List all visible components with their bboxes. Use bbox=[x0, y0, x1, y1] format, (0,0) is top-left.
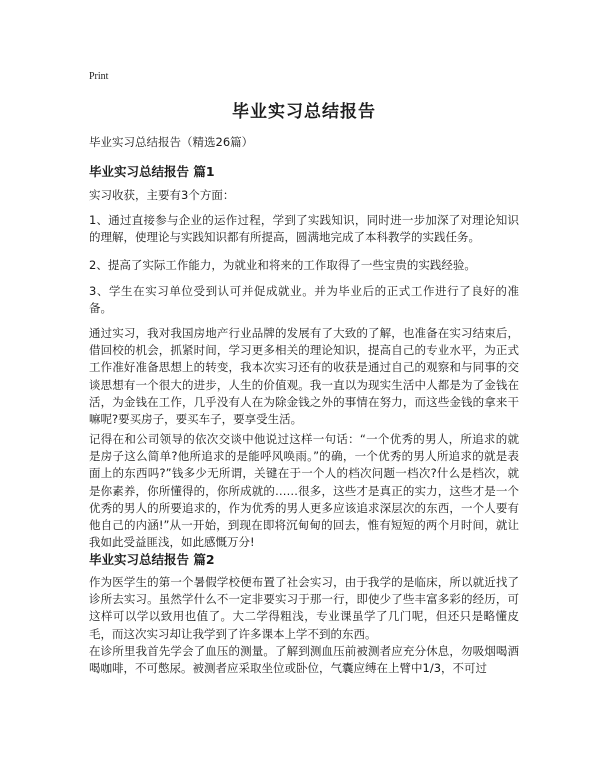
paragraph: 作为医学生的第一个暑假学校便布置了社会实习，由于我学的是临床，所以就近找了诊所去实习。虽然学什么不一定非要实习于那一行，即使少了些丰富多彩的经历，可这样可以学以致用也值了。大二学得粗浅，专业课虽学了几门呢，但还只是略懂皮毛，而这次实习却让我学到了许多课本上学不到的东西。 bbox=[89, 575, 519, 641]
paragraph: 实习收获，主要有3个方面： bbox=[89, 188, 235, 202]
document-subtitle: 毕业实习总结报告（精选26篇） bbox=[89, 135, 254, 149]
paragraph: 2、提高了实际工作能力，为就业和将来的工作取得了一些宝贵的实践经验。 bbox=[89, 258, 476, 272]
paragraph: 记得在和公司领导的依次交谈中他说过这样一句话：“一个优秀的男人，所追求的就是房子这么简单?他所追求的是能呼风唤雨。”的确，一个优秀的男人所追求的就是表面上的东西吗?”钱多少无所谓，关键在于一个人的档次问题一档次?什么是档次，就是你素养，你所懂得的，你所成就的……很多，这些才是真正的实力，这些才是一个优秀的男人的所要追求的，作为优秀的男人更多应该追求深层次的东西，一个人要有他自己的内涵!”从一开始，到现在即将沉甸甸的回去，惟有短短的两个月时间，就让我如此受益匪浅，如此感慨万分! bbox=[89, 432, 519, 550]
section-heading-1: 毕业实习总结报告 篇1 bbox=[89, 164, 215, 179]
section-heading-2: 毕业实习总结报告 篇2 bbox=[89, 552, 215, 567]
paragraph: 1、通过直接参与企业的运作过程，学到了实践知识，同时进一步加深了对理论知识的理解，使理论与实践知识都有所提高，圆满地完成了本科教学的实践任务。 bbox=[89, 213, 519, 245]
document-title: 毕业实习总结报告 bbox=[232, 102, 376, 122]
paragraph: 3、学生在实习单位受到认可并促成就业。并为毕业后的正式工作进行了良好的准备。 bbox=[89, 284, 519, 316]
print-label[interactable]: Print bbox=[89, 71, 109, 82]
paragraph: 通过实习，我对我国房地产行业品牌的发展有了大致的了解，也准备在实习结束后，借回校的机会，抓紧时间，学习更多相关的理论知识，提高自己的专业水平，为正式工作准好准备思想上的转变，我本次实习还有的收获是通过自己的观察和与同事的交谈思想有一个很大的进步，人生的价值观。我一直以为现实生活中人都是为了金钱在活，为金钱在工作，几乎没有人在为除金钱之外的事情在努力，而这些金钱的拿来干嘛呢?要买房子，要买车子，要享受生活。 bbox=[89, 326, 519, 427]
paragraph: 在诊所里我首先学会了血压的测量。了解到测血压前被测者应充分休息，勿吸烟喝酒喝咖啡，不可憋尿。被测者应采取坐位或卧位，气囊应缚在上臂中1/3，不可过 bbox=[89, 644, 519, 676]
